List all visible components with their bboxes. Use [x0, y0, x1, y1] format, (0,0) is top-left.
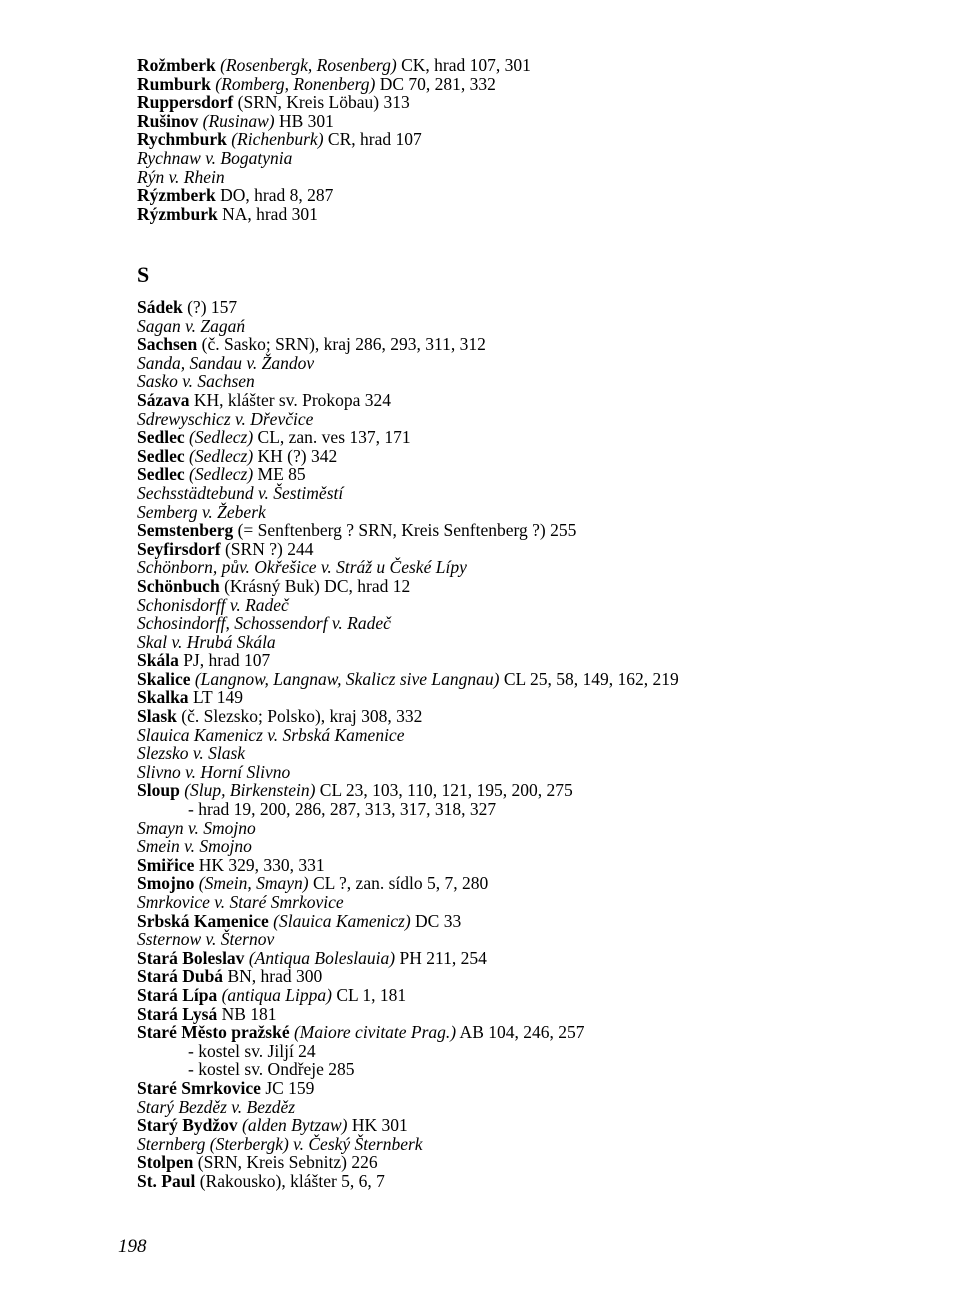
entry-variant: Ssternow v. Šternov: [137, 929, 275, 950]
entry-headword: Sedlec: [137, 427, 185, 448]
entry-text: NB 181: [217, 1003, 277, 1024]
entry-headword: Smiřice: [137, 854, 195, 875]
index-entry: [137, 800, 679, 819]
entry-text: CL 23, 103, 110, 121, 195, 200, 275: [315, 780, 573, 801]
entry-text: AB 104, 246, 257: [456, 1022, 585, 1043]
index-entries-r: [137, 56, 531, 223]
entry-text: BN, hrad 300: [223, 966, 323, 987]
entry-text: KH, klášter sv. Prokopa 324: [189, 389, 392, 410]
index-entry: [137, 633, 679, 652]
index-entry: [137, 688, 679, 707]
entry-variant: (Rosenbergk, Rosenberg): [220, 55, 397, 75]
entry-variant: Starý Bezděz v. Bezděz: [137, 1096, 296, 1117]
entry-variant: Schönborn, pův. Okřešice v. Stráž u České Lípy: [137, 557, 467, 578]
entry-variant: (Slauica Kamenicz): [273, 910, 411, 931]
entry-headword: Slask: [137, 706, 177, 727]
index-entry: [137, 205, 531, 224]
entry-variant: Rychnaw v. Bogatynia: [137, 147, 293, 168]
entry-headword: Skalice: [137, 668, 191, 689]
entry-text: - hrad 19, 200, 286, 287, 313, 317, 318, 327: [188, 799, 497, 820]
entry-variant: (Smein, Smayn): [198, 873, 309, 894]
index-entry: [137, 1042, 679, 1061]
index-entry: [137, 967, 679, 986]
entry-headword: Sádek: [137, 297, 183, 317]
entry-variant: (Romberg, Ronenberg): [215, 73, 376, 94]
entry-headword: Sachsen: [137, 334, 198, 355]
index-entry: [137, 1172, 679, 1191]
entry-text: PH 211, 254: [395, 947, 487, 968]
entry-variant: Sasko v. Sachsen: [137, 371, 255, 392]
entry-text: CK, hrad 107, 301: [396, 55, 531, 75]
entry-variant: Slauica Kamenicz v. Srbská Kamenice: [137, 724, 405, 745]
index-entry: [137, 781, 679, 800]
index-entry: [137, 317, 679, 336]
index-entry: [137, 856, 679, 875]
index-entry: [137, 1116, 679, 1135]
index-entry: [137, 112, 531, 131]
entry-text: KH (?) 342: [253, 445, 338, 466]
entry-headword: Staré Město pražské: [137, 1022, 290, 1043]
index-entry: [137, 1005, 679, 1024]
index-entry: [137, 837, 679, 856]
entry-headword: St. Paul: [137, 1170, 196, 1191]
entry-variant: (alden Bytzaw): [242, 1115, 348, 1136]
index-entry: [137, 726, 679, 745]
entry-variant: Semberg v. Žeberk: [137, 501, 266, 522]
index-entry: [137, 651, 679, 670]
entry-text: LT 149: [188, 687, 244, 708]
index-entry: [137, 1098, 679, 1117]
entry-variant: Smayn v. Smojno: [137, 817, 256, 838]
index-entry: [137, 874, 679, 893]
entry-headword: Smojno: [137, 873, 195, 894]
index-entry: [137, 410, 679, 429]
index-entry: [137, 1060, 679, 1079]
entry-text: (SRN, Kreis Löbau) 313: [233, 92, 410, 113]
index-entry: [137, 372, 679, 391]
entry-variant: Rýn v. Rhein: [137, 166, 225, 187]
entry-variant: (antiqua Lippa): [221, 984, 332, 1005]
entry-variant: Sternberg (Sterbergk) v. Český Šternberk: [137, 1133, 423, 1154]
index-entry: [137, 484, 679, 503]
entry-headword: Stará Lysá: [137, 1003, 218, 1024]
entry-headword: Sloup: [137, 780, 180, 801]
entry-variant: (Maiore civitate Prag.): [293, 1022, 457, 1043]
entry-text: PJ, hrad 107: [178, 650, 271, 671]
index-entry: [137, 1135, 679, 1154]
index-entry: [137, 1079, 679, 1098]
entry-text: CL 1, 181: [331, 984, 407, 1005]
entry-headword: Ruppersdorf: [137, 92, 234, 113]
entry-variant: Schosindorff, Schossendorf v. Radeč: [137, 613, 391, 634]
index-entry: [137, 186, 531, 205]
entry-headword: Sedlec: [137, 464, 185, 485]
entry-text: ME 85: [253, 464, 306, 485]
index-entry: [137, 168, 531, 187]
index-entry: [137, 521, 679, 540]
entry-variant: (Rusinaw): [202, 110, 275, 131]
index-entry: [137, 744, 679, 763]
entry-variant: Smein v. Smojno: [137, 836, 252, 857]
entry-text: JC 159: [260, 1077, 315, 1098]
entry-headword: Rušinov: [137, 110, 199, 131]
entry-text: CL 25, 58, 149, 162, 219: [499, 668, 679, 689]
entry-variant: Sagan v. Zagań: [137, 315, 246, 336]
index-entry: [137, 1023, 679, 1042]
index-entry: [137, 819, 679, 838]
index-entry: [137, 298, 679, 317]
index-entry: [137, 707, 679, 726]
index-entry: [137, 558, 679, 577]
index-entry: [137, 763, 679, 782]
index-entry: [137, 75, 531, 94]
entry-text: (Krásný Buk) DC, hrad 12: [219, 575, 411, 596]
entry-text: HB 301: [274, 110, 334, 131]
entry-headword: Stará Dubá: [137, 966, 224, 987]
entry-text: (?) 157: [182, 297, 238, 317]
entry-variant: (Richenburk): [231, 129, 324, 150]
index-entry: [137, 335, 679, 354]
entry-text: CL, zan. ves 137, 171: [253, 427, 411, 448]
entry-variant: (Antiqua Boleslauia): [248, 947, 396, 968]
index-entry: [137, 1153, 679, 1172]
entry-text: DO, hrad 8, 287: [215, 185, 334, 206]
entry-headword: Rychmburk: [137, 129, 227, 150]
entry-variant: (Sedlecz): [189, 427, 254, 448]
entry-headword: Skalka: [137, 687, 189, 708]
entry-headword: Sázava: [137, 389, 190, 410]
entry-headword: Stolpen: [137, 1152, 194, 1173]
entry-variant: Slivno v. Horní Slivno: [137, 761, 291, 782]
entry-headword: Staré Smrkovice: [137, 1077, 261, 1098]
entry-variant: (Sedlecz): [189, 445, 254, 466]
index-entry: [137, 149, 531, 168]
index-entry: [137, 56, 531, 75]
entry-text: CR, hrad 107: [323, 129, 422, 150]
entry-text: HK 301: [347, 1115, 408, 1136]
index-entry: [137, 614, 679, 633]
entry-text: (= Senftenberg ? SRN, Kreis Senftenberg ?) 255: [233, 520, 577, 541]
entry-headword: Seyfirsdorf: [137, 538, 221, 559]
entry-headword: Stará Boleslav: [137, 947, 245, 968]
entry-text: (SRN, Kreis Sebnitz) 226: [193, 1152, 378, 1173]
entry-variant: Sechsstädtebund v. Šestiměstí: [137, 482, 344, 503]
section-letter: S: [137, 262, 150, 287]
index-entry: [137, 949, 679, 968]
entry-text: HK 329, 330, 331: [194, 854, 325, 875]
entry-headword: Rumburk: [137, 73, 211, 94]
index-entry: [137, 428, 679, 447]
entry-variant: (Langnow, Langnaw, Skalicz sive Langnau): [194, 668, 500, 689]
index-entry: [137, 540, 679, 559]
index-entry: [137, 391, 679, 410]
entry-headword: Stará Lípa: [137, 984, 218, 1005]
entry-headword: Rýzmburk: [137, 203, 218, 224]
index-entry: [137, 670, 679, 689]
entry-headword: Rýzmberk: [137, 185, 216, 206]
index-entry: [137, 986, 679, 1005]
page-number: 198: [118, 1236, 147, 1257]
entry-text: - kostel sv. Jiljí 24: [188, 1040, 316, 1061]
entry-text: DC 33: [410, 910, 462, 931]
index-entry: [137, 596, 679, 615]
index-entry: [137, 354, 679, 373]
entry-headword: Sedlec: [137, 445, 185, 466]
index-entry: [137, 447, 679, 466]
entry-text: DC 70, 281, 332: [375, 73, 496, 94]
entry-headword: Semstenberg: [137, 520, 234, 541]
entry-headword: Skála: [137, 650, 179, 671]
index-entry: [137, 465, 679, 484]
entry-variant: Sdrewyschicz v. Dřevčice: [137, 408, 314, 429]
entry-variant: Skal v. Hrubá Skála: [137, 631, 276, 652]
index-entry: [137, 912, 679, 931]
entry-headword: Srbská Kamenice: [137, 910, 269, 931]
index-entry: [137, 930, 679, 949]
entry-headword: Rožmberk: [137, 55, 216, 75]
index-entries-s: [137, 298, 679, 1191]
index-entry: [137, 577, 679, 596]
index-entry: [137, 503, 679, 522]
entry-text: (Rakousko), klášter 5, 6, 7: [195, 1170, 385, 1191]
entry-text: (č. Sasko; SRN), kraj 286, 293, 311, 312: [197, 334, 486, 355]
entry-variant: Slezsko v. Slask: [137, 743, 246, 764]
entry-variant: Sanda, Sandau v. Žandov: [137, 352, 315, 373]
entry-headword: Schönbuch: [137, 575, 220, 596]
index-entry: [137, 893, 679, 912]
index-entry: [137, 130, 531, 149]
entry-text: (č. Slezsko; Polsko), kraj 308, 332: [176, 706, 423, 727]
entry-variant: (Sedlecz): [189, 464, 254, 485]
entry-variant: Smrkovice v. Staré Smrkovice: [137, 892, 344, 912]
entry-headword: Starý Bydžov: [137, 1115, 238, 1136]
entry-variant: (Slup, Birkenstein): [184, 780, 316, 801]
entry-text: CL ?, zan. sídlo 5, 7, 280: [308, 873, 489, 894]
entry-text: (SRN ?) 244: [220, 538, 314, 559]
index-entry: [137, 93, 531, 112]
entry-variant: Schonisdorff v. Radeč: [137, 594, 289, 615]
entry-text: NA, hrad 301: [217, 203, 318, 224]
entry-text: - kostel sv. Ondřeje 285: [188, 1059, 355, 1080]
